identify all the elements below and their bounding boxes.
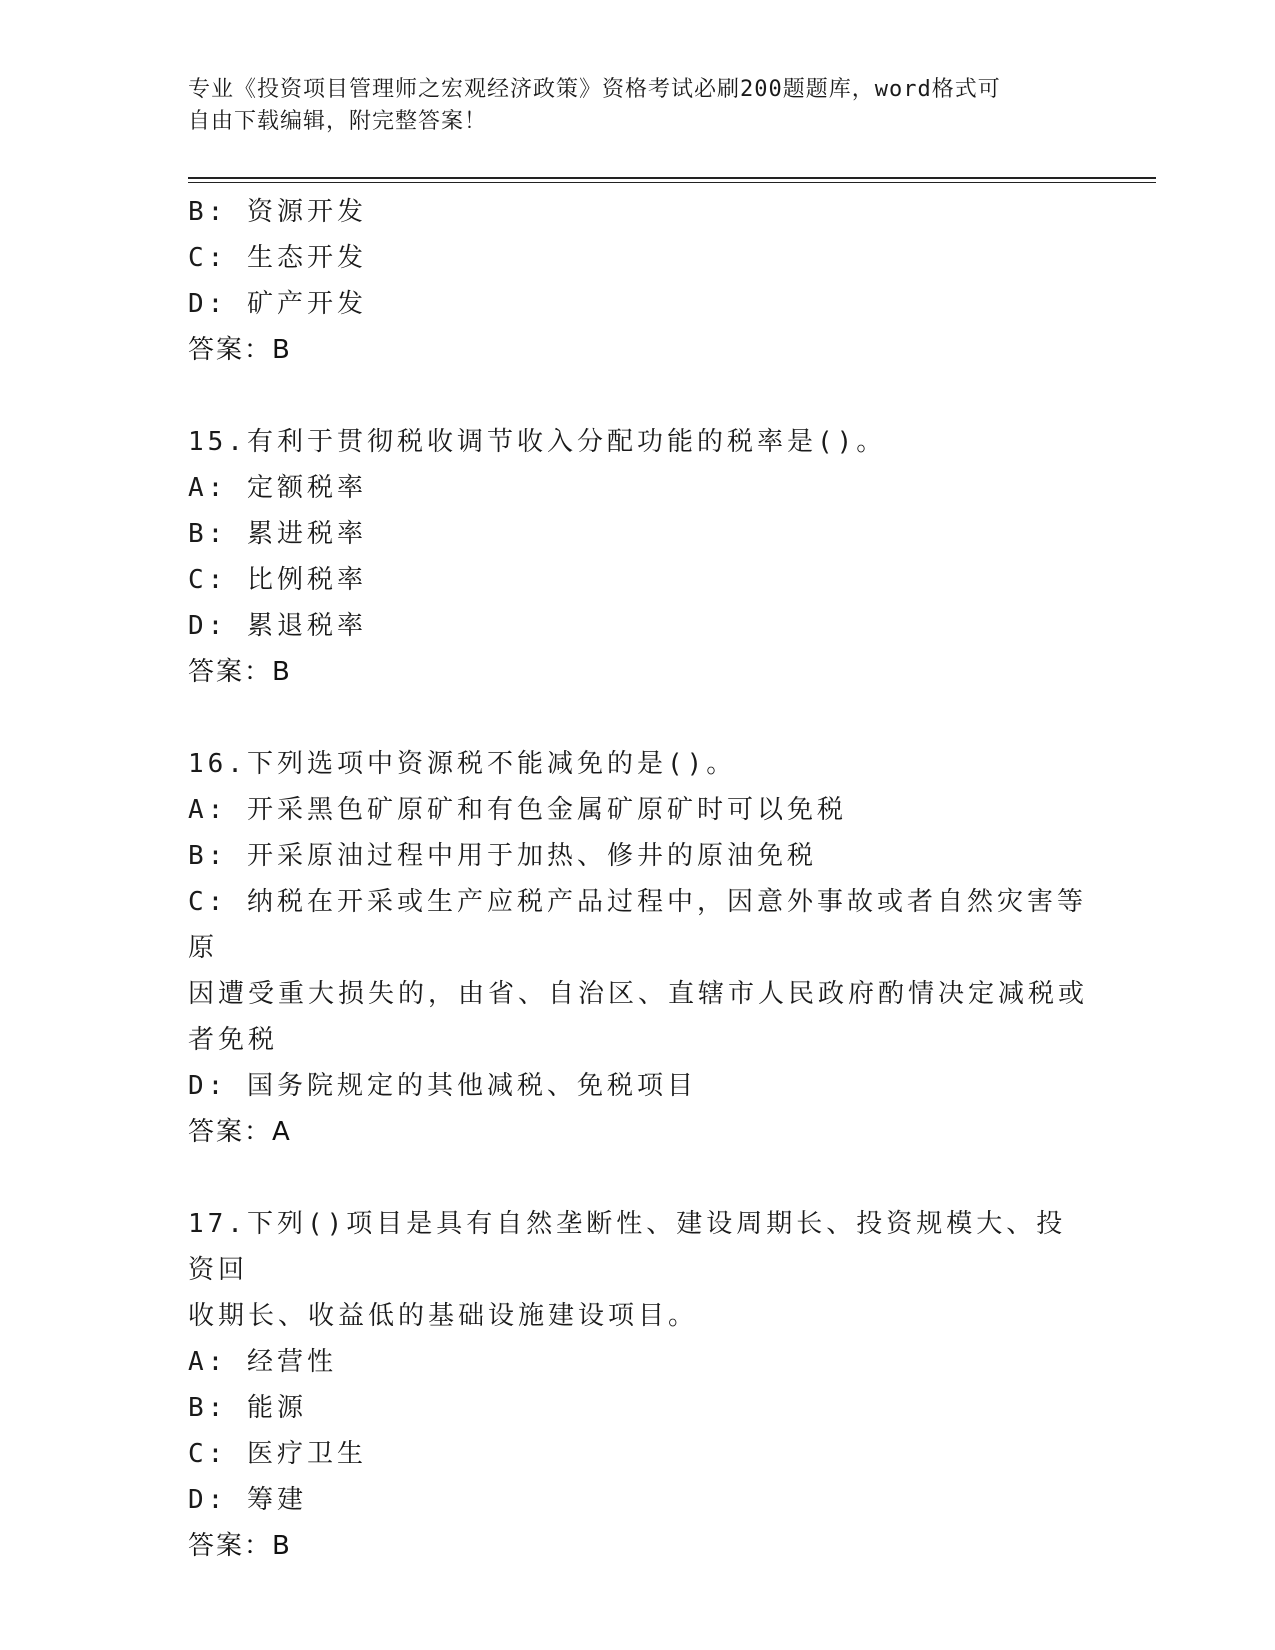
answer-line: 答案：A (188, 1117, 292, 1147)
question-17 (188, 1201, 1088, 1569)
option-line (188, 511, 1088, 557)
option-letter: A: (188, 473, 228, 503)
option-line (188, 787, 1088, 833)
option-text: 开采原油过程中用于加热、修井的原油免税 (246, 841, 817, 871)
option-text: 开采黑色矿原矿和有色金属矿原矿时可以免税 (246, 795, 847, 825)
question-stem: 17.下列()项目是具有自然垄断性、建设周期长、投资规模大、投资回 (188, 1209, 1067, 1285)
option-letter: B: (188, 841, 228, 871)
option-text: 累退税率 (246, 611, 367, 641)
option-letter: A: (188, 1347, 228, 1377)
option-text: 医疗卫生 (246, 1439, 367, 1469)
option-text: 纳税在开采或生产应税产品过程中，因意外事故或者自然灾害等原 (188, 887, 1087, 963)
option-line (188, 1339, 1088, 1385)
option-letter: A: (188, 795, 228, 825)
option-letter: C: (188, 1439, 228, 1469)
header-rule-thin (188, 182, 1156, 183)
page-header (188, 74, 1068, 138)
option-text: 累进税率 (246, 519, 367, 549)
question-stem: 16.下列选项中资源税不能减免的是()。 (188, 749, 737, 779)
spacer (188, 695, 1088, 741)
option-letter: C: (188, 887, 228, 917)
option-line (188, 465, 1088, 511)
answer-line: 答案：B (188, 335, 292, 365)
option-line (188, 1385, 1088, 1431)
option-letter: B: (188, 1393, 228, 1423)
option-text: 能源 (246, 1393, 307, 1423)
header-rule-thick (188, 177, 1156, 179)
header-line-2: 自由下载编辑，附完整答案！ (188, 109, 488, 134)
question-15 (188, 419, 1088, 695)
option-text: 资源开发 (246, 197, 367, 227)
spacer (188, 1155, 1088, 1201)
option-line (188, 189, 1088, 235)
option-line (188, 833, 1088, 879)
option-letter: B: (188, 197, 228, 227)
question-stem-continuation: 收期长、收益低的基础设施建设项目。 (188, 1301, 699, 1331)
answer-line: 答案：B (188, 1531, 292, 1561)
option-letter: D: (188, 289, 228, 319)
option-text: 矿产开发 (246, 289, 367, 319)
option-line (188, 1477, 1088, 1523)
answer-line: 答案：B (188, 657, 292, 687)
spacer (188, 373, 1088, 419)
option-text: 经营性 (246, 1347, 337, 1377)
option-letter: B: (188, 519, 228, 549)
option-text: 定额税率 (246, 473, 367, 503)
question-16 (188, 741, 1088, 1155)
option-text: 筹建 (246, 1485, 307, 1515)
option-line (188, 1431, 1088, 1477)
option-line (188, 281, 1088, 327)
option-letter: C: (188, 243, 228, 273)
header-line-1: 专业《投资项目管理师之宏观经济政策》资格考试必刷200题题库，word格式可 (188, 77, 1001, 102)
option-letter: C: (188, 565, 228, 595)
prev-question-block (188, 189, 1088, 373)
option-line (188, 1063, 1088, 1109)
question-content (188, 189, 1088, 1569)
option-letter: D: (188, 611, 228, 641)
option-text: 生态开发 (246, 243, 367, 273)
option-continuation: 因遭受重大损失的，由省、自治区、直辖市人民政府酌情决定减税或 (188, 979, 1089, 1009)
option-letter: D: (188, 1485, 228, 1515)
option-line (188, 603, 1088, 649)
option-line (188, 557, 1088, 603)
option-continuation: 者免税 (188, 1025, 279, 1055)
option-text: 国务院规定的其他减税、免税项目 (246, 1071, 697, 1101)
option-line (188, 235, 1088, 281)
question-stem: 15.有利于贯彻税收调节收入分配功能的税率是()。 (188, 427, 887, 457)
option-letter: D: (188, 1071, 228, 1101)
option-line (188, 879, 1088, 971)
option-text: 比例税率 (246, 565, 367, 595)
